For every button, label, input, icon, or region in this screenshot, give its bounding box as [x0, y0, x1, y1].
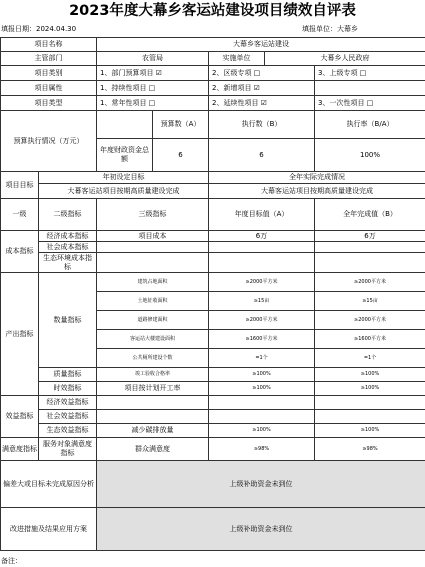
- cost-group: 成本指标: [1, 231, 39, 273]
- quantity-actual: ≥1600平方米: [315, 330, 425, 349]
- budget-rate: 100%: [315, 139, 425, 172]
- time-label: 时效指标: [39, 382, 97, 396]
- quantity-target: ≥2000平方米: [209, 311, 315, 330]
- eff-eco-target: ≥100%: [209, 424, 315, 438]
- table-row: [1, 96, 425, 111]
- project-name-label: 项目名称: [1, 38, 97, 52]
- deviation-label: 偏差大或目标未完成原因分析: [1, 461, 97, 508]
- quantity-target: ≥2000平方米: [209, 273, 315, 292]
- improve-label: 改进措施及结果应用方案: [1, 508, 97, 551]
- quality-item: 竣工验收合格率: [97, 368, 209, 382]
- budget-col-rate: 执行率（B/A）: [315, 111, 425, 139]
- table-row: [1, 461, 425, 508]
- output-group: 产出指标: [1, 273, 39, 396]
- budget-col-b: 执行数（B）: [209, 111, 315, 139]
- kind-label: 项目类型: [1, 96, 97, 111]
- goal-actual-head: 全年实际完成情况: [209, 172, 425, 184]
- table-row: [1, 396, 425, 410]
- sat-target: ≥98%: [209, 438, 315, 461]
- cost-econ: 经济成本指标: [39, 231, 97, 242]
- fill-unit: 填报单位：大幕乡: [302, 25, 358, 33]
- attr-option-2: 2、新增项目 ☑: [209, 81, 315, 96]
- table-row: [1, 172, 425, 184]
- level2-head: 二级指标: [39, 199, 97, 231]
- quality-label: 质量指标: [39, 368, 97, 382]
- table-row: [1, 81, 425, 96]
- table-row: [1, 242, 425, 253]
- table-row: [1, 38, 425, 52]
- empty-cell: [315, 396, 425, 410]
- impl-unit-label: 实施单位: [209, 52, 265, 66]
- eff-eco-actual: ≥100%: [315, 424, 425, 438]
- improve-value: 上级补助资金未到位: [97, 508, 425, 551]
- budget-a: 6: [153, 139, 209, 172]
- budget-label: 预算执行情况（万元）: [1, 111, 97, 172]
- goal-actual: 大幕客运站项目按期高质量建设完成: [209, 184, 425, 199]
- cost-eco: 生态环境成本指标: [39, 253, 97, 273]
- eff-eco: 生态效益指标: [39, 424, 97, 438]
- goal-label: 项目目标: [1, 172, 39, 199]
- quantity-target: =1个: [209, 349, 315, 368]
- project-name-value: 大幕乡客运站建设: [97, 38, 425, 52]
- table-row: [1, 231, 425, 242]
- quantity-item: 道路修建面积: [97, 311, 209, 330]
- quality-target: ≥100%: [209, 368, 315, 382]
- eff-econ: 经济效益指标: [39, 396, 97, 410]
- effect-group: 效益指标: [1, 396, 39, 438]
- budget-sub-label: 年度财政资金总额: [97, 139, 153, 172]
- goal-initial: 大幕客运站项目按期高质量建设完成: [39, 184, 209, 199]
- dept-value: 农管局: [97, 52, 209, 66]
- cost-target: 6万: [209, 231, 315, 242]
- table-row: [1, 424, 425, 438]
- kind-option-1: 1、常年性项目 □: [97, 96, 209, 111]
- impl-unit-value: 大幕乡人民政府: [265, 52, 425, 66]
- time-actual: ≥100%: [315, 382, 425, 396]
- quantity-item: 土地征收面积: [97, 292, 209, 311]
- time-target: ≥100%: [209, 382, 315, 396]
- type-option-1: 1、部门预算项目 ☑: [97, 66, 209, 81]
- cost-social: 社会成本指标: [39, 242, 97, 253]
- sat-actual: ≥98%: [315, 438, 425, 461]
- quantity-label: 数量指标: [39, 273, 97, 368]
- note-label: 备注：: [1, 557, 22, 565]
- level1-head: 一级: [1, 199, 39, 231]
- target-head: 年度目标值（A）: [209, 199, 315, 231]
- empty-cell: [97, 242, 209, 253]
- level3-head: 三级指标: [97, 199, 209, 231]
- type-option-3: 3、上级专项 □: [315, 66, 425, 81]
- table-row: [1, 184, 425, 199]
- table-row: [1, 508, 425, 551]
- evaluation-table: [0, 37, 425, 551]
- eff-eco-item: 减少碳排放量: [97, 424, 209, 438]
- fill-date: 填报日期：2024.04.30: [1, 25, 77, 33]
- table-row: [1, 438, 425, 461]
- table-row: [1, 273, 425, 292]
- empty-cell: [315, 253, 425, 273]
- deviation-value: 上级补助资金未到位: [97, 461, 425, 508]
- quantity-target: ≥15亩: [209, 292, 315, 311]
- dept-label: 主管部门: [1, 52, 97, 66]
- eff-social: 社会效益指标: [39, 410, 97, 424]
- cost-item: 项目成本: [97, 231, 209, 242]
- attr-label: 项目属性: [1, 81, 97, 96]
- budget-col-a: 预算数（A）: [153, 111, 209, 139]
- budget-b: 6: [209, 139, 315, 172]
- attr-empty: [315, 81, 425, 96]
- table-row: [1, 111, 425, 139]
- table-row: [1, 52, 425, 66]
- budget-empty: [97, 111, 153, 139]
- empty-cell: [209, 253, 315, 273]
- table-row: [1, 410, 425, 424]
- quantity-item: 公共厕所建设个数: [97, 349, 209, 368]
- table-row: [1, 66, 425, 81]
- empty-cell: [209, 396, 315, 410]
- type-option-2: 2、区级专项 □: [209, 66, 315, 81]
- empty-cell: [97, 410, 209, 424]
- empty-cell: [209, 242, 315, 253]
- table-row: [1, 199, 425, 231]
- time-item: 项目按计划开工率: [97, 382, 209, 396]
- empty-cell: [315, 410, 425, 424]
- sat-group: 满意度指标: [1, 438, 39, 461]
- quantity-item: 建筑占地面积: [97, 273, 209, 292]
- empty-cell: [97, 396, 209, 410]
- table-row: [1, 382, 425, 396]
- sat-label: 服务对象满意度指标: [39, 438, 97, 461]
- table-row: [1, 253, 425, 273]
- quantity-actual: =1个: [315, 349, 425, 368]
- quality-actual: ≥100%: [315, 368, 425, 382]
- kind-option-3: 3、一次性项目 □: [315, 96, 425, 111]
- sat-item: 群众满意度: [97, 438, 209, 461]
- empty-cell: [315, 242, 425, 253]
- page-title: 2023年度大幕乡客运站建设项目绩效自评表: [69, 3, 356, 19]
- quantity-target: ≥1600平方米: [209, 330, 315, 349]
- quantity-actual: ≥15亩: [315, 292, 425, 311]
- kind-option-2: 2、延续性项目 ☑: [209, 96, 315, 111]
- attr-option-1: 1、持续性项目 □: [97, 81, 209, 96]
- empty-cell: [209, 410, 315, 424]
- quantity-actual: ≥2000平方米: [315, 311, 425, 330]
- quantity-actual: ≥2000平方米: [315, 273, 425, 292]
- quantity-item: 客运站大楼建设面积: [97, 330, 209, 349]
- cost-actual: 6万: [315, 231, 425, 242]
- actual-head: 全年完成值（B）: [315, 199, 425, 231]
- table-row: [1, 368, 425, 382]
- goal-initial-head: 年初设定目标: [39, 172, 209, 184]
- type-label: 项目类别: [1, 66, 97, 81]
- empty-cell: [97, 253, 209, 273]
